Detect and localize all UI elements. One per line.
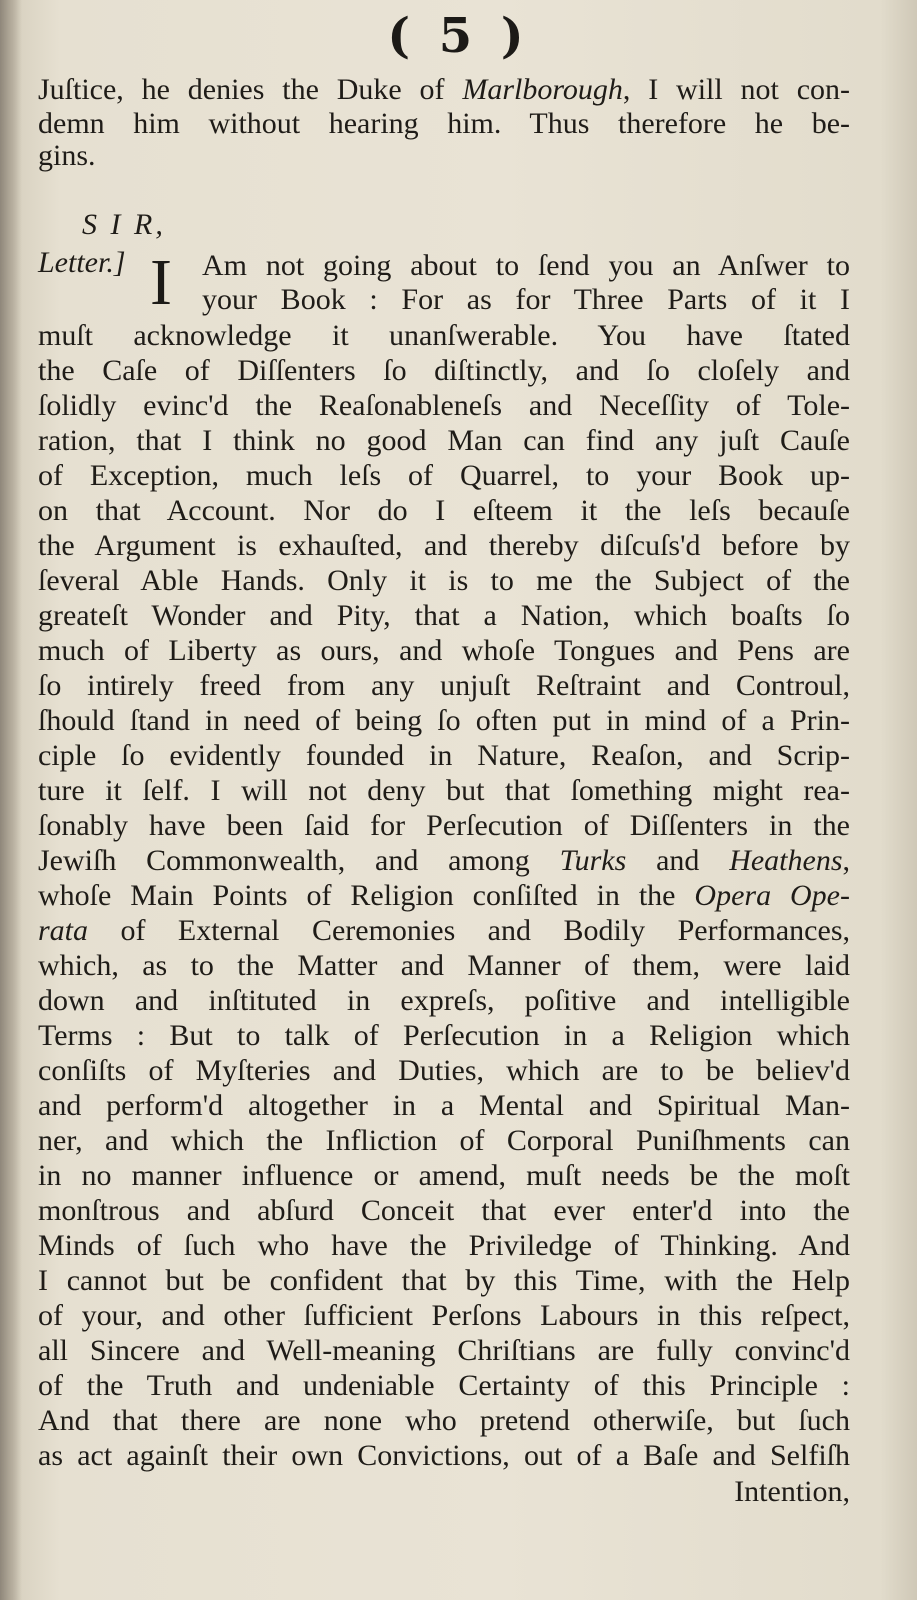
text-run: Juſtice, he denies the Duke of <box>38 73 463 106</box>
text-line <box>38 1335 850 1367</box>
text-run: , <box>842 844 850 877</box>
text-run: Am not going about to ſend you an Anſwer to <box>202 249 850 282</box>
text-run: ſeveral Able Hands. Only it is to me the Subject of the <box>38 564 850 597</box>
text-line <box>38 670 850 702</box>
text-line <box>38 635 850 667</box>
text-run: the Caſe of Diſſenters ſo diſtinctly, and ſo cloſely and <box>38 354 850 387</box>
text-line <box>38 320 850 352</box>
letter-salutation: S I R, <box>82 208 166 241</box>
text-run: Jewiſh Commonwealth, and among <box>38 844 560 877</box>
italic-run: Opera Ope- <box>694 879 850 912</box>
text-line <box>38 1160 850 1192</box>
text-run: the Argument is exhauſted, and thereby diſcuſs'd before by <box>38 529 850 562</box>
text-run: monſtrous and abſurd Conceit that ever enter'd into the <box>38 1194 850 1227</box>
text-run: gins. <box>38 139 96 172</box>
text-run: in no manner influence or amend, muſt needs be the moſt <box>38 1159 850 1192</box>
text-run: greateſt Wonder and Pity, that a Nation, which boaſts ſo <box>38 599 850 632</box>
text-run: much of Liberty as ours, and whoſe Tongues and Pens are <box>38 634 850 667</box>
text-run: as act againſt their own Convictions, out of a Baſe and Selfiſh <box>38 1439 850 1472</box>
text-line <box>38 530 850 562</box>
text-run: ration, that I think no good Man can find any juſt Cauſe <box>38 424 850 457</box>
text-run: all Sincere and Well-meaning Chriſtians are fully convinc'd <box>38 1334 850 1367</box>
drop-capital: I <box>150 246 172 319</box>
text-line <box>38 1020 850 1052</box>
catchword-line <box>38 1476 850 1508</box>
text-run: of your, and other ſufficient Perſons Labours in this reſpect, <box>38 1299 850 1332</box>
text-run: and <box>626 844 730 877</box>
text-run: and perform'd altogether in a Mental and Spiritual Man- <box>38 1089 850 1122</box>
text-line <box>38 845 850 877</box>
text-run: , I will not con- <box>622 73 851 106</box>
text-line <box>38 1090 850 1122</box>
text-run: demn him without hearing him. Thus therefore he be- <box>38 107 850 140</box>
text-line <box>38 1125 850 1157</box>
text-line <box>38 775 850 807</box>
text-run: Terms : But to talk of Perſecution in a Religion which <box>38 1019 850 1052</box>
text-line <box>38 1265 850 1297</box>
text-run: your Book : For as for Three Parts of it I <box>202 283 850 316</box>
text-run: of Exception, much leſs of Quarrel, to your Book up- <box>38 459 850 492</box>
text-run: down and inſtituted in expreſs, poſitive and intelligible <box>38 984 850 1017</box>
text-line <box>38 600 850 632</box>
text-run: of the Truth and undeniable Certainty of this Principle : <box>38 1369 850 1402</box>
italic-run: Marlborough <box>462 73 623 106</box>
text-run: And that there are none who pretend otherwiſe, but ſuch <box>38 1404 850 1437</box>
text-run: ſhould ſtand in need of being ſo often put in mind of a Prin- <box>38 704 850 737</box>
text-run: ſo intirely freed from any unjuſt Reſtraint and Controul, <box>38 669 850 702</box>
text-line <box>38 740 850 772</box>
text-run: I cannot but be confident that by this Time, with the Help <box>38 1264 850 1297</box>
text-line <box>38 1405 850 1437</box>
text-line <box>38 1195 850 1227</box>
text-line <box>38 1440 850 1472</box>
text-run: which, as to the Matter and Manner of them, were laid <box>38 949 850 982</box>
text-line <box>38 915 850 947</box>
italic-run: rata <box>38 914 89 947</box>
text-run: ſolidly evinc'd the Reaſonableneſs and Neceſſity of Tole- <box>38 389 850 422</box>
text-line <box>38 985 850 1017</box>
text-run: ture it ſelf. I will not deny but that ſomething might rea- <box>38 774 850 807</box>
text-line <box>38 108 850 140</box>
text-run: on that Account. Nor do I eſteem it the leſs becauſe <box>38 494 850 527</box>
text-run: Minds of ſuch who have the Priviledge of Thinking. And <box>38 1229 850 1262</box>
italic-run: Heathens <box>729 844 843 877</box>
text-line <box>38 1370 850 1402</box>
italic-run: Turks <box>559 844 627 877</box>
text-line <box>38 1055 850 1087</box>
page-number: ( 5 ) <box>387 8 530 64</box>
text-run: muſt acknowledge it unanſwerable. You have ſtated <box>38 319 850 352</box>
text-line <box>38 705 850 737</box>
text-run: whoſe Main Points of Religion conſiſted in the <box>38 879 695 912</box>
text-run: ciple ſo evidently founded in Nature, Reaſon, and Scrip- <box>38 739 850 772</box>
text-line <box>38 495 850 527</box>
text-line <box>202 284 850 316</box>
text-line <box>38 74 850 106</box>
page-gutter <box>0 0 22 1600</box>
text-line <box>38 880 850 912</box>
text-line <box>202 250 850 282</box>
text-run: of External Ceremonies and Bodily Performances, <box>88 914 850 947</box>
text-run: conſiſts of Myſteries and Duties, which are to be believ'd <box>38 1054 850 1087</box>
text-run: ner, and which the Infliction of Corporal Puniſhments can <box>38 1124 850 1157</box>
text-line <box>38 950 850 982</box>
text-line <box>38 390 850 422</box>
text-line <box>38 565 850 597</box>
text-line <box>38 1230 850 1262</box>
text-run: ſonably have been ſaid for Perſecution of Diſſenters in the <box>38 809 850 842</box>
text-line <box>38 1300 850 1332</box>
text-line <box>38 810 850 842</box>
text-line <box>38 140 850 172</box>
text-line <box>38 355 850 387</box>
text-line <box>38 460 850 492</box>
text-line <box>38 425 850 457</box>
margin-note: Letter.] <box>38 246 126 279</box>
catchword: Intention, <box>734 1475 850 1508</box>
